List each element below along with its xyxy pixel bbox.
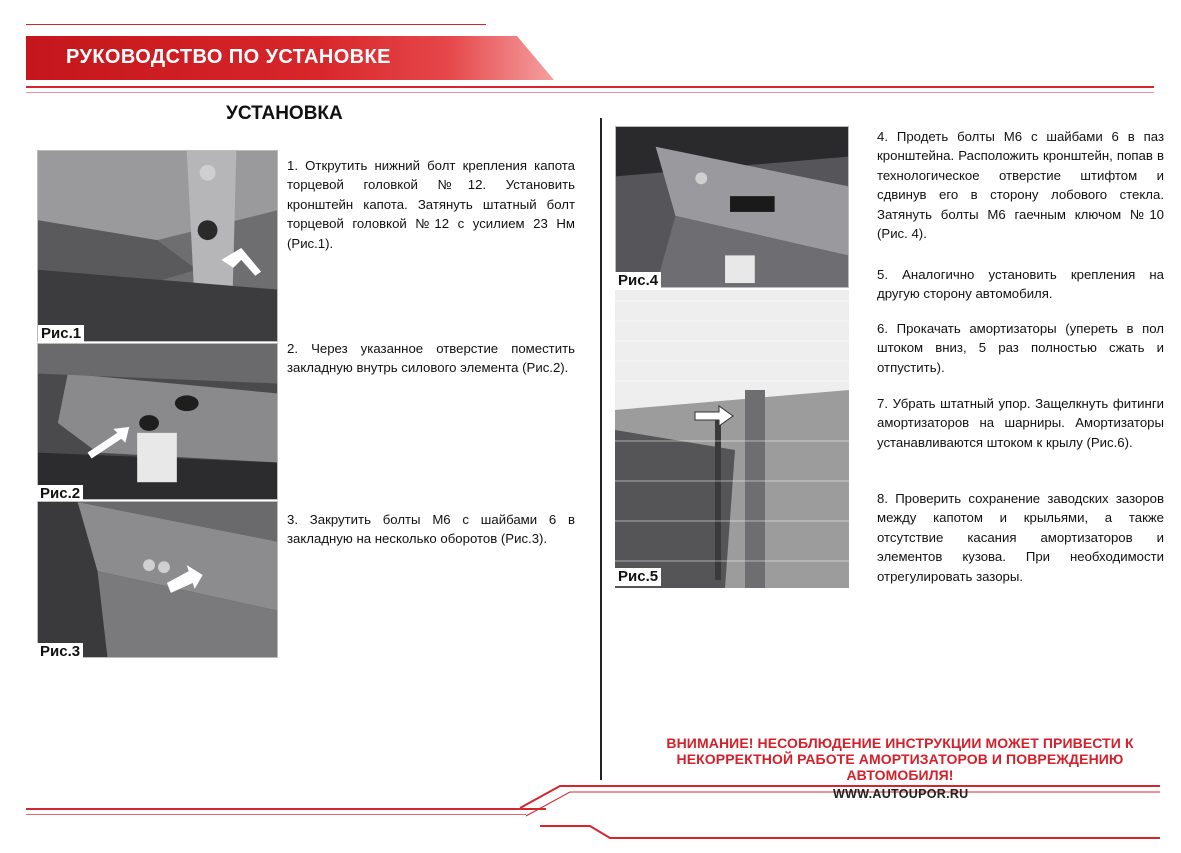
section-title: УСТАНОВКА (226, 103, 343, 124)
header-underline (26, 86, 1154, 88)
figure-2-photo (37, 343, 278, 500)
figure-3-photo (37, 501, 278, 658)
step-3-text: 3. Закрутить болты М6 с шайбами 6 в закладную на несколько оборотов (Рис.3). (287, 512, 575, 547)
step-5-text: 5. Аналогично установить крепления на другую сторону автомобиля. (877, 267, 1164, 302)
warning-text: ВНИМАНИЕ! НЕСОБЛЮДЕНИЕ ИНСТРУКЦИИ МОЖЕТ ПРИВЕСТИ К НЕКОРРЕКТНОЙ РАБОТЕ АМОРТИЗАТОРОВ И ПОВРЕЖДЕНИЮ АВТОМОБИЛЯ! (666, 735, 1134, 783)
figure-4-label: Рис.4 (615, 272, 661, 290)
figure-1-photo (37, 150, 278, 342)
step-1-text: 1. Открутить нижний болт крепления капота торцевой головкой №12. Установить кронштейн капота. Затянуть штатный болт торцевой головкой №12 с усилием 23 Нм (Рис.1). (287, 158, 575, 251)
figure-5-label: Рис.5 (615, 568, 661, 586)
header-top-stripe (26, 24, 486, 25)
step-7-text: 7. Убрать штатный упор. Защелкнуть фитинги амортизаторов на шарниры. Амортизаторы устанавливаются штоком к крылу (Рис.6). (877, 396, 1164, 450)
step-2-text: 2. Через указанное отверстие поместить закладную внутрь силового элемента (Рис.2). (287, 341, 575, 376)
column-divider (600, 118, 602, 780)
footer-line-left-2 (26, 814, 526, 815)
figure-3-label: Рис.3 (37, 643, 83, 661)
step-4-text: 4. Продеть болты М6 с шайбами 6 в паз кронштейна. Расположить кронштейн, попав в технологическое отверстие штифтом и сдвинув его в сторону лобового стекла. Затянуть болты М6 гаечным ключом №10 (Рис. 4). (877, 129, 1164, 242)
figure-4-photo (615, 126, 849, 288)
footer-line-left (26, 808, 546, 810)
figure-5-photo (615, 290, 849, 588)
step-6-text: 6. Прокачать амортизаторы (упереть в пол штоком вниз, 5 раз полностью сжать и отпустить). (877, 321, 1164, 375)
website-link[interactable]: WWW.AUTOUPOR.RU (833, 787, 969, 801)
header-title: РУКОВОДСТВО ПО УСТАНОВКЕ (66, 46, 391, 68)
figure-2-label: Рис.2 (37, 485, 83, 503)
step-8-text: 8. Проверить сохранение заводских зазоров между капотом и крыльями, а также отсутствие касания амортизаторов и элементов кузова. При необходимости отрегулировать зазоры. (877, 491, 1164, 584)
figure-1-label: Рис.1 (38, 325, 84, 343)
header-underline-thin (26, 92, 1154, 93)
